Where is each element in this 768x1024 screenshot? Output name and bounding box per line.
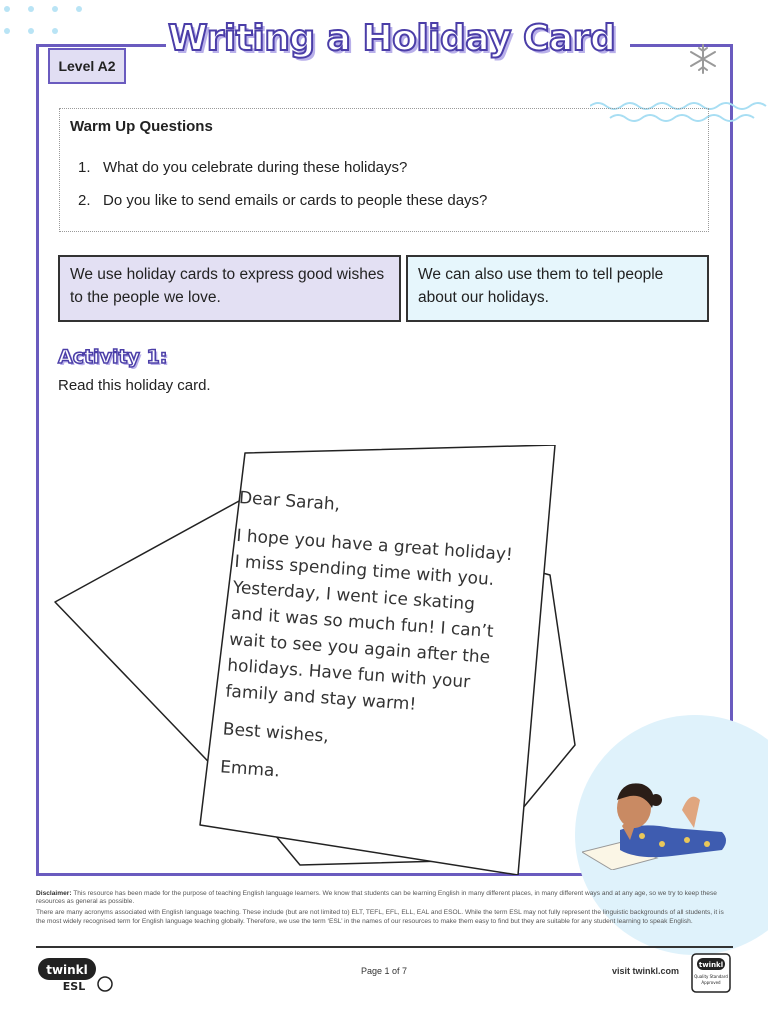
page-title: Writing a Holiday Card — [168, 18, 616, 59]
page-number: Page 1 of 7 — [360, 966, 408, 976]
disclaimer-text-2: There are many acronyms associated with English language teaching. These include (but are not limited to) ELT, TEFL, EFL, ELL, EAL and ESOL. While the term ESL may not fully represent the linguistic backgrounds of all students, it is the most widely recognised term for English language teaching globally. Therefore, we use the term ‘ESL’ in the names of our resources to make them easy to find but they are suitable for any student learning to speak English. — [36, 909, 724, 925]
question-text: What do you celebrate during these holidays? — [103, 159, 408, 176]
warm-up-section — [59, 108, 709, 232]
card-signature: Emma. — [219, 757, 281, 782]
decorative-dots — [0, 0, 90, 40]
warm-up-heading: Warm Up Questions — [70, 118, 213, 135]
card-closing: Best wishes, — [222, 719, 330, 747]
level-badge: Level A2 — [48, 48, 126, 84]
disclaimer-label: Disclaimer: — [36, 890, 72, 897]
snowflake-icon — [686, 42, 720, 76]
visit-link[interactable]: visit twinkl.com — [612, 966, 680, 976]
svg-text:Quality Standard: Quality Standard — [694, 974, 728, 979]
footer-divider — [36, 946, 733, 948]
info-box-left: We use holiday cards to express good wishes to the people we love. — [58, 255, 401, 322]
disclaimer-text-1: This resource has been made for the purpose of teaching English language learners. We know that students can be learning English in many different places, in many different ways and at any age, so we try to keep these resources as general as possible. — [36, 890, 717, 906]
info-box-right: We can also use them to tell people about our holidays. — [406, 255, 709, 322]
svg-text:Approved: Approved — [701, 980, 721, 985]
card-greeting: Dear Sarah, — [238, 487, 341, 516]
quality-standard-badge — [690, 952, 732, 994]
card-body: I hope you have a great holiday! I miss spending time with you. Yesterday, I went ice skating and it was so much fun! I can’t wait to see you again after the holidays. Have fun with your family and stay warm! — [224, 525, 514, 715]
disclaimer — [36, 890, 733, 929]
frame-top-left — [36, 44, 166, 47]
activity-title: Activity 1: — [58, 346, 168, 368]
warm-up-questions — [78, 159, 487, 225]
question-text: Do you like to send emails or cards to people these days? — [103, 192, 488, 209]
svg-text:ESL: ESL — [62, 980, 86, 992]
list-item: 2. Do you like to send emails or cards to people these days? — [78, 192, 487, 225]
card-text — [219, 485, 520, 812]
list-item: 1. What do you celebrate during these holidays? — [78, 159, 487, 192]
svg-text:twinkl: twinkl — [698, 961, 724, 969]
child-reading-illustration — [582, 770, 732, 870]
activity-instruction: Read this holiday card. — [58, 377, 211, 394]
svg-text:twinkl: twinkl — [46, 963, 88, 977]
